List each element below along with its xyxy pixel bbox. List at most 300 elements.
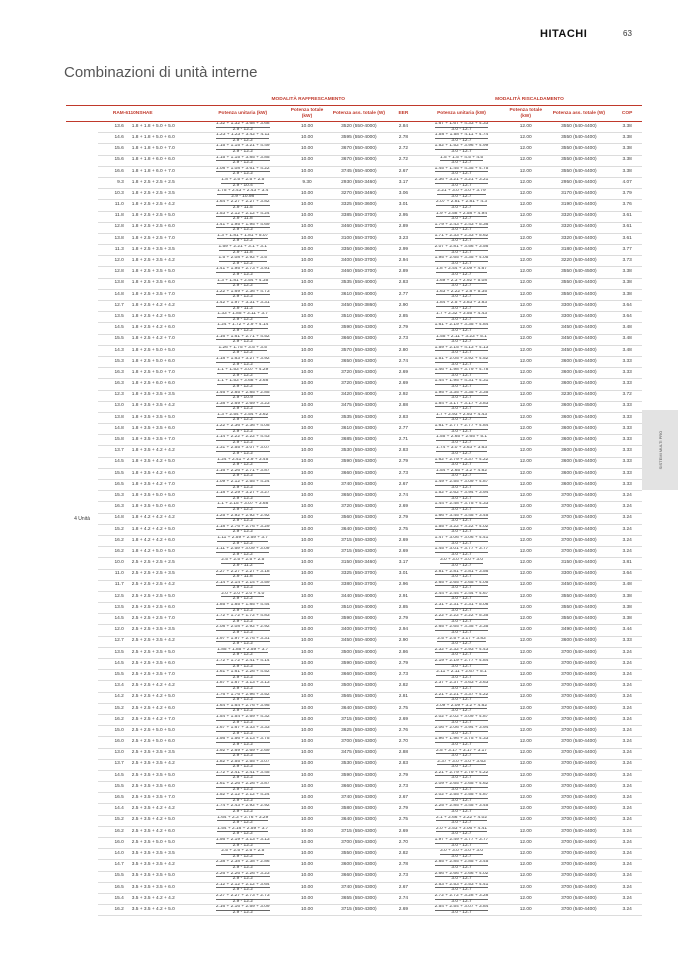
- heating-unit-power-cell: [417, 524, 506, 535]
- cooling-unit-power-cell: [199, 524, 286, 535]
- combination-cell: 2.5 + 2.5 + 5.0 + 6.0: [128, 737, 200, 748]
- heating-unit-power-cell-value: 2.5 + 3.17 + 3.17 + 3.17: [435, 748, 488, 753]
- heating-unit-power-cell-range: 3.0 - 12.7: [451, 641, 472, 647]
- cooling-input-cell: 3670 (550-4000): [328, 155, 390, 166]
- cop-cell: 3.48: [612, 334, 642, 345]
- heating-unit-power-cell-value: 2.1 + 2.66 + 3.22 + 4.02: [435, 815, 488, 820]
- heating-input-cell: 3600 (540-4400): [546, 356, 613, 367]
- heating-input-cell: 3700 (540-4400): [546, 793, 613, 804]
- heating-unit-power-cell-value: 1.62 + 2.79 + 3.37 + 4.22: [434, 457, 489, 462]
- cooling-unit-power-cell: [199, 122, 286, 133]
- heating-input-cell: 3700 (540-4400): [546, 535, 613, 546]
- heating-total-cell: 12.00: [506, 647, 546, 658]
- cooling-input-cell: 3500 (550-4300): [328, 681, 390, 692]
- heating-unit-power-cell-range: 3.0 - 12.7: [451, 327, 472, 333]
- heating-unit-power-cell: [417, 826, 506, 837]
- cop-cell: 3.33: [612, 401, 642, 412]
- heating-unit-power-cell-range: 3.0 - 12.7: [451, 764, 472, 770]
- eer-cell: 2.83: [390, 759, 417, 770]
- heating-unit-power-cell-range: 3.0 - 12.7: [451, 171, 472, 177]
- heating-unit-power-cell-value: 1.51 + 2.05 + 3.92 + 4.52: [434, 356, 489, 361]
- combination-cell: 1.8 + 3.5 + 4.2 + 7.0: [128, 480, 200, 491]
- eer-cell: 2.79: [390, 513, 417, 524]
- heating-unit-power-cell: [417, 603, 506, 614]
- combination-cell: 1.8 + 2.5 + 4.2 + 4.2: [128, 301, 200, 312]
- cooling-unit-power-cell-value: 1.75 + 2.43 + 2.43 + 3.4: [217, 188, 269, 194]
- ram-capacity-cell: 13.5: [98, 603, 128, 614]
- cop-cell: 3.64: [612, 312, 642, 323]
- cooling-unit-power-cell: [199, 636, 286, 647]
- cooling-unit-power-cell: [199, 435, 286, 446]
- heating-total-cell: 12.00: [506, 189, 546, 200]
- eer-cell: 2.78: [390, 860, 417, 871]
- cooling-input-cell: 3670 (550-4000): [328, 144, 390, 155]
- combination-cell: 1.8 + 2.5 + 4.2 + 7.0: [128, 334, 200, 345]
- heating-total-cell: 12.00: [506, 625, 546, 636]
- heating-unit-power-cell-value: 2.09 + 2.09 + 3.2 + 4.62: [435, 703, 488, 708]
- heating-input-cell: 3700 (540-4400): [546, 714, 613, 725]
- heating-input-cell: 3700 (540-4400): [546, 804, 613, 815]
- cooling-input-cell: 3400 (550-3700): [328, 256, 390, 267]
- table-row: [66, 804, 642, 815]
- cooling-unit-power-cell-range: 2.9 - 12.2: [232, 473, 253, 479]
- header-group-row: [66, 95, 642, 106]
- cop-cell: 3.61: [612, 222, 642, 233]
- heating-total-cell: 12.00: [506, 535, 546, 546]
- cooling-total-cell: 10.00: [286, 591, 328, 602]
- ram-capacity-cell: 16.2: [98, 905, 128, 916]
- cooling-input-cell: 3100 (550-3700): [328, 233, 390, 244]
- heating-unit-power-cell-range: 3.0 - 12.7: [451, 786, 472, 792]
- heating-input-cell: 3550 (540-4400): [546, 614, 613, 625]
- cooling-input-cell: 3510 (550-4000): [328, 312, 390, 323]
- cooling-unit-power-cell-range: 2.9 - 12.2: [232, 663, 253, 669]
- header-ram: RAM-6110NSHAE: [66, 106, 199, 122]
- combination-cell: 2.5 + 2.5 + 3.5 + 6.0: [128, 659, 200, 670]
- cooling-total-cell: 10.00: [286, 659, 328, 670]
- ram-capacity-cell: 15.8: [98, 435, 128, 446]
- heating-unit-power-cell: [417, 882, 506, 893]
- heating-unit-power-cell: [417, 502, 506, 513]
- header-col: Potenza ass. totale (W): [328, 106, 390, 122]
- heating-unit-power-cell-value: 2.21 + 2.79 + 2.79 + 4.22: [434, 770, 489, 775]
- cooling-unit-power-cell-value: 1.33 + 1.85 + 3.11 + 3.7: [217, 311, 269, 317]
- heating-input-cell: 2950 (540-4400): [546, 177, 613, 188]
- cooling-input-cell: 3655 (550-4300): [328, 893, 390, 904]
- header-heating: MODALITÀ RISCALDAMENTO: [417, 95, 642, 106]
- cop-cell: 3.24: [612, 681, 642, 692]
- heating-input-cell: 3600 (540-4400): [546, 636, 613, 647]
- heating-unit-power-cell-range: 3.0 - 12.7: [451, 137, 472, 143]
- cop-cell: 3.33: [612, 468, 642, 479]
- heating-input-cell: 3550 (540-4400): [546, 603, 613, 614]
- cooling-input-cell: 3440 (550-4000): [328, 591, 390, 602]
- combination-cell: 2.5 + 2.5 + 2.5 + 4.2: [128, 580, 200, 591]
- cooling-input-cell: 3740 (550-4300): [328, 793, 390, 804]
- heating-total-cell: 12.00: [506, 289, 546, 300]
- heating-unit-power-cell-range: 3.0 - 12.7: [451, 607, 472, 613]
- eer-cell: 2.79: [390, 770, 417, 781]
- cooling-total-cell: 10.00: [286, 826, 328, 837]
- cooling-unit-power-cell-range: 2.9 - 10.4: [232, 182, 253, 188]
- eer-cell: 2.90: [390, 301, 417, 312]
- cooling-unit-power-cell: [199, 267, 286, 278]
- table-row: [66, 412, 642, 423]
- cooling-unit-power-cell-value: 1.82 + 2.55 + 2.55 + 3.07: [215, 759, 270, 764]
- cooling-unit-power-cell-value: 1.16 + 2.26 + 2.71 + 3.87: [215, 468, 270, 473]
- cooling-unit-power-cell: [199, 424, 286, 435]
- eer-cell: 2.89: [390, 267, 417, 278]
- heating-input-cell: 3230 (540-4400): [546, 390, 613, 401]
- ram-capacity-cell: 15.3: [98, 356, 128, 367]
- cop-cell: 3.38: [612, 614, 642, 625]
- heating-total-cell: 12.00: [506, 468, 546, 479]
- cooling-input-cell: 2930 (550-3460): [328, 177, 390, 188]
- cooling-unit-power-cell-value: 1.85 + 1.85 + 1.85 + 4.44: [215, 602, 270, 608]
- cooling-total-cell: 10.00: [286, 860, 328, 871]
- heating-total-cell: 12.00: [506, 849, 546, 860]
- heating-unit-power-cell-value: 2.37 + 2.37 + 3.63 + 3.63: [434, 680, 489, 686]
- cop-cell: 3.33: [612, 356, 642, 367]
- eer-cell: 2.67: [390, 166, 417, 177]
- heating-input-cell: 3700 (540-4400): [546, 748, 613, 759]
- eer-cell: 2.74: [390, 893, 417, 904]
- table-row: [66, 457, 642, 468]
- heating-unit-power-cell: [417, 782, 506, 793]
- table-row: [66, 860, 642, 871]
- heating-unit-power-cell-value: 1.52 + 1.52 + 3.96 + 4.99: [434, 143, 489, 149]
- ram-capacity-cell: 13.5: [98, 312, 128, 323]
- ram-capacity-cell: 12.5: [98, 591, 128, 602]
- ram-capacity-cell: 15.5: [98, 334, 128, 345]
- heating-unit-power-cell-value: 2.02 + 2.55 + 2.55 + 4.87: [434, 792, 489, 798]
- cooling-total-cell: 10.00: [286, 312, 328, 323]
- heating-unit-power-cell-value: 2.22 + 2.22 + 2.22 + 5.35: [434, 613, 489, 619]
- eer-cell: 2.69: [390, 826, 417, 837]
- cooling-input-cell: 3640 (550-4300): [328, 703, 390, 714]
- cooling-input-cell: 3420 (550-4000): [328, 390, 390, 401]
- cop-cell: 3.24: [612, 491, 642, 502]
- cooling-input-cell: 3150 (550-3460): [328, 558, 390, 569]
- cooling-input-cell: 3270 (550-3460): [328, 189, 390, 200]
- cooling-unit-power-cell: [199, 603, 286, 614]
- cop-cell: 3.24: [612, 759, 642, 770]
- ram-capacity-cell: 16.0: [98, 838, 128, 849]
- ram-capacity-cell: 12.8: [98, 267, 128, 278]
- cooling-unit-power-cell-range: 2.9 - 12.2: [232, 585, 253, 591]
- combination-cell: 1.8 + 3.5 + 3.5 + 6.0: [128, 424, 200, 435]
- cooling-total-cell: 10.00: [286, 748, 328, 759]
- heating-unit-power-cell: [417, 356, 506, 367]
- cooling-unit-power-cell-range: 2.9 - 12.2: [232, 741, 253, 747]
- cop-cell: 3.48: [612, 323, 642, 334]
- cooling-unit-power-cell-range: 2.9 - 12.2: [232, 674, 253, 680]
- cooling-unit-power-cell-value: 1.1 + 1.53 + 3.07 + 4.29: [217, 367, 269, 373]
- heating-unit-power-cell-range: 3.0 - 12.7: [451, 864, 472, 870]
- eer-cell: 2.88: [390, 401, 417, 412]
- heating-unit-power-cell: [417, 659, 506, 670]
- eer-cell: 2.94: [390, 256, 417, 267]
- cooling-total-cell: 10.00: [286, 245, 328, 256]
- cooling-total-cell: 10.00: [286, 782, 328, 793]
- heating-unit-power-cell-value: 1.95 + 2.65 + 3.35 + 4.05: [434, 255, 489, 261]
- heating-input-cell: 3700 (540-4400): [546, 670, 613, 681]
- ram-capacity-cell: 13.0: [98, 401, 128, 412]
- cop-cell: 3.24: [612, 748, 642, 759]
- cooling-unit-power-cell: [199, 815, 286, 826]
- combination-cell: 1.8 + 2.5 + 5.0 + 6.0: [128, 356, 200, 367]
- cooling-unit-power-cell: [199, 893, 286, 904]
- heating-input-cell: 3600 (540-4400): [546, 480, 613, 491]
- combination-cell: 1.8 + 2.5 + 2.5 + 7.0: [128, 233, 200, 244]
- heating-input-cell: 3550 (540-4400): [546, 144, 613, 155]
- cooling-unit-power-cell-value: 1.3 + 2.54 + 2.54 + 3.62: [217, 412, 269, 417]
- combination-cell: 1.8 + 2.5 + 3.5 + 6.0: [128, 278, 200, 289]
- table-row: [66, 323, 642, 334]
- cooling-unit-power-cell-range: 2.9 - 12.2: [232, 809, 253, 815]
- cooling-input-cell: 3475 (550-4300): [328, 401, 390, 412]
- cooling-unit-power-cell-value: 1.97 + 1.97 + 2.76 + 3.31: [215, 636, 270, 641]
- heating-unit-power-cell-value: 2.21 + 2.21 + 3.37 + 4.22: [434, 692, 489, 697]
- cooling-total-cell: 10.00: [286, 636, 328, 647]
- cop-cell: 3.24: [612, 815, 642, 826]
- combination-cell: 2.5 + 3.5 + 4.2 + 4.2: [128, 804, 200, 815]
- header-cooling: MODALITÀ RAFFRESCAMENTO: [199, 95, 417, 106]
- cooling-input-cell: 3660 (550-4300): [328, 670, 390, 681]
- cooling-total-cell: 10.00: [286, 815, 328, 826]
- heating-unit-power-cell: [417, 681, 506, 692]
- heating-unit-power-cell-range: 3.0 - 12.7: [451, 663, 472, 669]
- table-row: [66, 659, 642, 670]
- cop-cell: 3.24: [612, 905, 642, 916]
- heating-unit-power-cell-value: 1.55 + 2.65 + 2.65 + 5.1: [435, 434, 488, 440]
- heating-total-cell: 12.00: [506, 211, 546, 222]
- cooling-unit-power-cell-range: 2.9 - 12.2: [232, 126, 253, 132]
- heating-unit-power-cell: [417, 312, 506, 323]
- cooling-unit-power-cell: [199, 703, 286, 714]
- cooling-input-cell: 3660 (550-4300): [328, 782, 390, 793]
- combination-cell: 2.5 + 3.5 + 3.5 + 3.5: [128, 748, 200, 759]
- cooling-unit-power-cell-range: 2.9 - 12.2: [232, 327, 253, 333]
- cooling-input-cell: 3560 (550-4300): [328, 513, 390, 524]
- eer-cell: 2.69: [390, 714, 417, 725]
- cooling-unit-power-cell-value: 1.54 + 2.16 + 2.59 + 3.7: [217, 826, 269, 831]
- heating-unit-power-cell: [417, 368, 506, 379]
- table-row: [66, 480, 642, 491]
- cooling-total-cell: 10.00: [286, 726, 328, 737]
- cooling-unit-power-cell: [199, 144, 286, 155]
- cooling-unit-power-cell-range: 2.9 - 12.2: [232, 797, 253, 803]
- heating-input-cell: 3320 (540-4400): [546, 211, 613, 222]
- cooling-unit-power-cell-value: 1.74 + 2.43 + 2.92 + 2.92: [215, 803, 270, 809]
- cooling-total-cell: 10.00: [286, 412, 328, 423]
- cooling-input-cell: 3600 (550-4300): [328, 860, 390, 871]
- heating-unit-power-cell: [417, 480, 506, 491]
- heating-input-cell: 3700 (540-4400): [546, 782, 613, 793]
- cop-cell: 3.24: [612, 804, 642, 815]
- eer-cell: 2.72: [390, 155, 417, 166]
- heating-unit-power-cell-range: 3.0 - 12.7: [451, 809, 472, 815]
- heating-total-cell: 12.00: [506, 312, 546, 323]
- combination-cell: 1.8 + 2.5 + 2.5 + 4.2: [128, 200, 200, 211]
- cooling-unit-power-cell: [199, 379, 286, 390]
- ram-capacity-cell: 13.4: [98, 681, 128, 692]
- cooling-total-cell: 10.00: [286, 267, 328, 278]
- cooling-unit-power-cell-range: 2.9 - 12.2: [232, 630, 253, 636]
- heating-input-cell: 3700 (540-4400): [546, 838, 613, 849]
- heating-unit-power-cell: [417, 703, 506, 714]
- cooling-input-cell: 3715 (550-4300): [328, 535, 390, 546]
- cooling-total-cell: 10.00: [286, 893, 328, 904]
- cooling-unit-power-cell-value: 1.61 + 2.26 + 2.26 + 3.87: [215, 781, 270, 787]
- cop-cell: 3.33: [612, 424, 642, 435]
- heating-unit-power-cell-range: 3.0 - 12.7: [451, 596, 472, 602]
- cooling-unit-power-cell-value: 1.22 + 1.69 + 2.36 + 4.73: [215, 289, 270, 294]
- heating-unit-power-cell: [417, 256, 506, 267]
- cooling-unit-power-cell-range: 2.9 - 11.8: [232, 249, 253, 255]
- eer-cell: 2.79: [390, 804, 417, 815]
- table-row: [66, 871, 642, 882]
- heating-input-cell: 3220 (540-4400): [546, 256, 613, 267]
- heating-unit-power-cell-value: 1.84 + 3.17 + 3.17 + 3.83: [434, 401, 489, 406]
- heating-unit-power-cell-value: 2.19 + 2.19 + 2.77 + 4.84: [434, 658, 489, 663]
- ram-capacity-cell: 13.8: [98, 233, 128, 244]
- heating-input-cell: 3550 (540-4400): [546, 122, 613, 133]
- cooling-unit-power-cell-range: 2.9 - 12.2: [232, 641, 253, 647]
- ram-capacity-cell: 15.5: [98, 782, 128, 793]
- ram-capacity-cell: 13.6: [98, 122, 128, 133]
- heating-unit-power-cell: [417, 278, 506, 289]
- heating-unit-power-cell-range: 3.0 - 12.7: [451, 294, 472, 300]
- heating-input-cell: 3700 (540-4400): [546, 759, 613, 770]
- cooling-unit-power-cell-value: 1.18 + 1.63 + 3.27 + 3.92: [215, 356, 270, 361]
- eer-cell: 2.69: [390, 905, 417, 916]
- table-row: [66, 222, 642, 233]
- combination-cell: 3.5 + 3.5 + 3.5 + 4.2: [128, 860, 200, 871]
- combination-cell: 1.8 + 3.5 + 5.0 + 5.0: [128, 491, 200, 502]
- heating-unit-power-cell-value: 1.7 + 2.93 + 2.93 + 4.43: [435, 412, 488, 417]
- eer-cell: 2.79: [390, 323, 417, 334]
- combination-cell: 2.5 + 2.5 + 2.5 + 6.0: [128, 603, 200, 614]
- cooling-unit-power-cell-value: 1.72 + 2.41 + 2.41 + 3.45: [215, 770, 270, 775]
- heating-total-cell: 12.00: [506, 782, 546, 793]
- combination-cell: 2.5 + 3.5 + 5.0 + 5.0: [128, 838, 200, 849]
- combination-cell: 2.5 + 3.5 + 4.2 + 5.0: [128, 815, 200, 826]
- cop-cell: 3.24: [612, 659, 642, 670]
- heating-unit-power-cell: [417, 726, 506, 737]
- table-body: [66, 122, 642, 916]
- cooling-unit-power-cell-range: 2.9 - 10.98: [231, 193, 255, 199]
- cop-cell: 3.24: [612, 547, 642, 558]
- heating-unit-power-cell-value: 1.47 + 3.06 + 3.06 + 4.41: [434, 535, 489, 540]
- table-row: [66, 267, 642, 278]
- heating-unit-power-cell: [417, 457, 506, 468]
- cooling-unit-power-cell-value: 1.15 + 1.15 + 3.21 + 4.49: [215, 143, 270, 149]
- cop-cell: 3.24: [612, 703, 642, 714]
- heating-input-cell: 3550 (540-4400): [546, 591, 613, 602]
- heating-total-cell: 12.00: [506, 356, 546, 367]
- header-columns-row: [66, 106, 642, 122]
- cop-cell: 3.24: [612, 714, 642, 725]
- heating-unit-power-cell-range: 3.0 - 12.7: [451, 898, 472, 904]
- cop-cell: 3.33: [612, 636, 642, 647]
- heating-unit-power-cell-range: 3.0 - 12.7: [451, 820, 472, 826]
- cooling-input-cell: 3715 (550-4300): [328, 714, 390, 725]
- cop-cell: 3.24: [612, 849, 642, 860]
- cooling-unit-power-cell-range: 2.9 - 12.2: [232, 842, 253, 848]
- combination-cell: 2.5 + 2.5 + 4.2 + 6.0: [128, 703, 200, 714]
- ram-capacity-cell: 16.3: [98, 502, 128, 513]
- heating-unit-power-cell-range: 3.0 - 12.7: [451, 193, 472, 199]
- cooling-unit-power-cell-value: 2.27 + 2.27 + 2.73 + 2.73: [215, 893, 270, 898]
- ram-capacity-cell: 15.5: [98, 871, 128, 882]
- heating-total-cell: 12.00: [506, 893, 546, 904]
- cop-cell: 3.77: [612, 245, 642, 256]
- cooling-input-cell: 3595 (550-4000): [328, 133, 390, 144]
- heating-unit-power-cell-range: 3.0 - 12.7: [451, 216, 472, 222]
- heating-unit-power-cell: [417, 580, 506, 591]
- cooling-unit-power-cell-range: 2.9 - 12.2: [232, 272, 253, 278]
- combination-cell: 1.8 + 2.5 + 2.5 + 2.5: [128, 177, 200, 188]
- heating-unit-power-cell-value: 2.07 + 2.81 + 2.81 + 4.3: [435, 199, 488, 205]
- eer-cell: 2.69: [390, 368, 417, 379]
- cooling-unit-power-cell: [199, 166, 286, 177]
- cooling-unit-power-cell-range: 2.9 - 11.2: [232, 562, 253, 568]
- cop-cell: 3.24: [612, 882, 642, 893]
- heating-input-cell: 3600 (540-4400): [546, 435, 613, 446]
- cooling-unit-power-cell: [199, 200, 286, 211]
- heating-unit-power-cell-value: 1.44 + 1.95 + 4.31 + 4.31: [434, 378, 489, 384]
- cooling-unit-power-cell-value: 1.76 + 1.76 + 2.96 + 3.52: [215, 692, 270, 697]
- heating-unit-power-cell-range: 3.0 - 12.7: [451, 719, 472, 725]
- table-row: [66, 591, 642, 602]
- cooling-unit-power-cell-value: 1.3 + 1.81 + 1.81 + 5.07: [217, 233, 269, 238]
- cooling-unit-power-cell-range: 2.9 - 12.2: [232, 484, 253, 490]
- cooling-unit-power-cell-range: 2.9 - 12.2: [232, 417, 253, 423]
- cooling-unit-power-cell-value: 1.67 + 1.67 + 3.33 + 3.33: [215, 725, 270, 731]
- heating-total-cell: 12.00: [506, 905, 546, 916]
- cooling-unit-power-cell-value: 1.56 + 2.19 + 3.13 + 3.13: [215, 837, 270, 842]
- heating-input-cell: 3700 (540-4400): [546, 905, 613, 916]
- header-col: Potenza totale (kW): [506, 106, 546, 122]
- eer-cell: 2.73: [390, 468, 417, 479]
- combination-cell: 1.8 + 4.2 + 4.2 + 6.0: [128, 535, 200, 546]
- eer-cell: 3.01: [390, 200, 417, 211]
- cop-cell: 3.24: [612, 513, 642, 524]
- cooling-unit-power-cell: [199, 345, 286, 356]
- cooling-unit-power-cell-value: 2.26 + 2.26 + 2.26 + 3.23: [215, 871, 270, 876]
- combination-cell: 2.5 + 3.5 + 3.5 + 7.0: [128, 793, 200, 804]
- heating-unit-power-cell-value: 1.55 + 3.22 + 3.22 + 4.02: [434, 524, 489, 529]
- cooling-unit-power-cell-range: 2.9 - 12.2: [232, 316, 253, 322]
- cop-cell: 3.33: [612, 446, 642, 457]
- combinations-table: [66, 95, 642, 916]
- combination-cell: 1.8 + 4.2 + 4.2 + 4.2: [128, 513, 200, 524]
- cooling-input-cell: 3590 (550-4300): [328, 457, 390, 468]
- cooling-unit-power-cell: [199, 412, 286, 423]
- heating-unit-power-cell: [417, 301, 506, 312]
- header-empty: [66, 95, 199, 106]
- cooling-input-cell: 3685 (550-4300): [328, 435, 390, 446]
- eer-cell: 2.80: [390, 345, 417, 356]
- cooling-unit-power-cell-range: 2.9 - 12.2: [232, 909, 253, 915]
- heating-unit-power-cell-value: 1.96 + 1.96 + 3.75 + 4.33: [434, 736, 489, 742]
- heating-unit-power-cell: [417, 714, 506, 725]
- table-row: [66, 692, 642, 703]
- eer-cell: 2.88: [390, 748, 417, 759]
- cooling-unit-power-cell-value: 1.32 + 1.32 + 3.68 + 3.68: [215, 121, 270, 126]
- eer-cell: 2.96: [390, 580, 417, 591]
